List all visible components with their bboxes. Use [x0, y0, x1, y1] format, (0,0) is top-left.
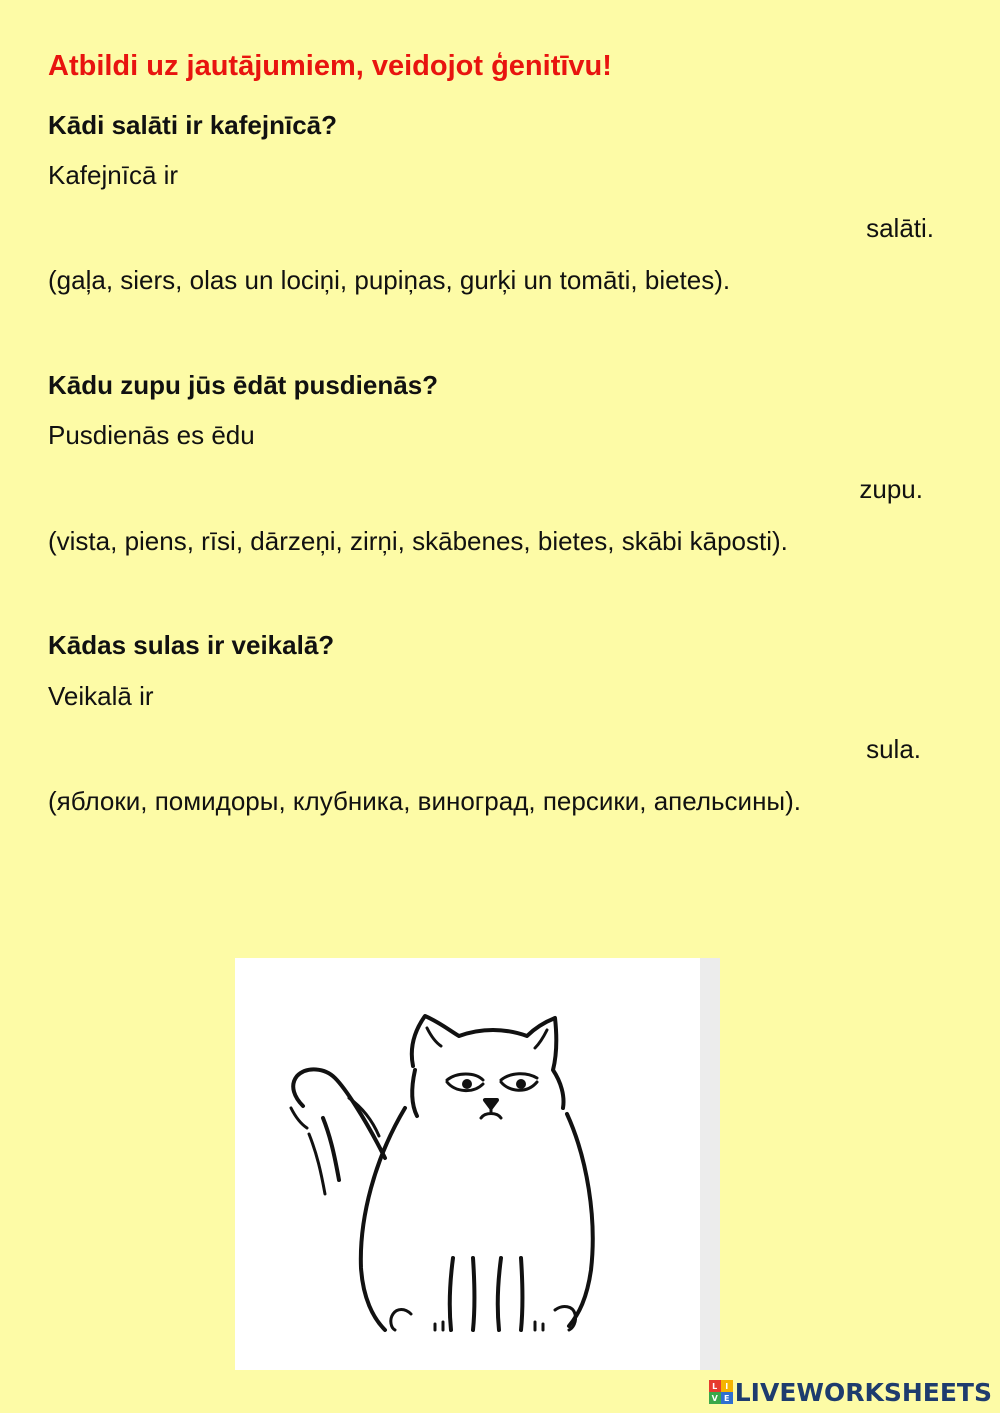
liveworksheets-logo-icon: [709, 1380, 733, 1404]
answer-1-start: Kafejnīcā ir: [48, 160, 179, 190]
answer-3-end: sula.: [866, 734, 921, 764]
answer-3-start: Veikalā ir: [48, 681, 154, 711]
options-1: (gaļa, siers, olas un lociņi, pupiņas, gurķi un tomāti, bietes).: [48, 265, 731, 295]
worksheet-title: Atbildi uz jautājumiem, veidojot ģenitīvu!: [48, 50, 612, 82]
options-2: (vista, piens, rīsi, dārzeņi, zirņi, skābenes, bietes, skābi kāposti).: [48, 526, 788, 556]
logo-letter-e: E: [721, 1392, 733, 1404]
answer-2-start: Pusdienās es ēdu: [48, 420, 255, 450]
question-1: Kādi salāti ir kafejnīcā?: [48, 110, 338, 140]
question-3: Kādas sulas ir veikalā?: [48, 630, 335, 660]
logo-letter-v: V: [709, 1392, 721, 1404]
answer-2-end: zupu.: [859, 474, 923, 504]
grumpy-cat-icon: [235, 958, 720, 1370]
question-2: Kādu zupu jūs ēdāt pusdienās?: [48, 370, 439, 400]
options-3: (яблоки, помидоры, клубника, виноград, персики, апельсины).: [48, 786, 801, 816]
logo-letter-i: I: [721, 1380, 733, 1392]
brand-name: LIVEWORKSHEETS: [734, 1377, 992, 1407]
answer-1-end: salāti.: [866, 213, 934, 243]
liveworksheets-brand: [709, 1377, 992, 1407]
logo-letter-l: L: [709, 1380, 721, 1392]
cat-illustration: [235, 958, 720, 1370]
